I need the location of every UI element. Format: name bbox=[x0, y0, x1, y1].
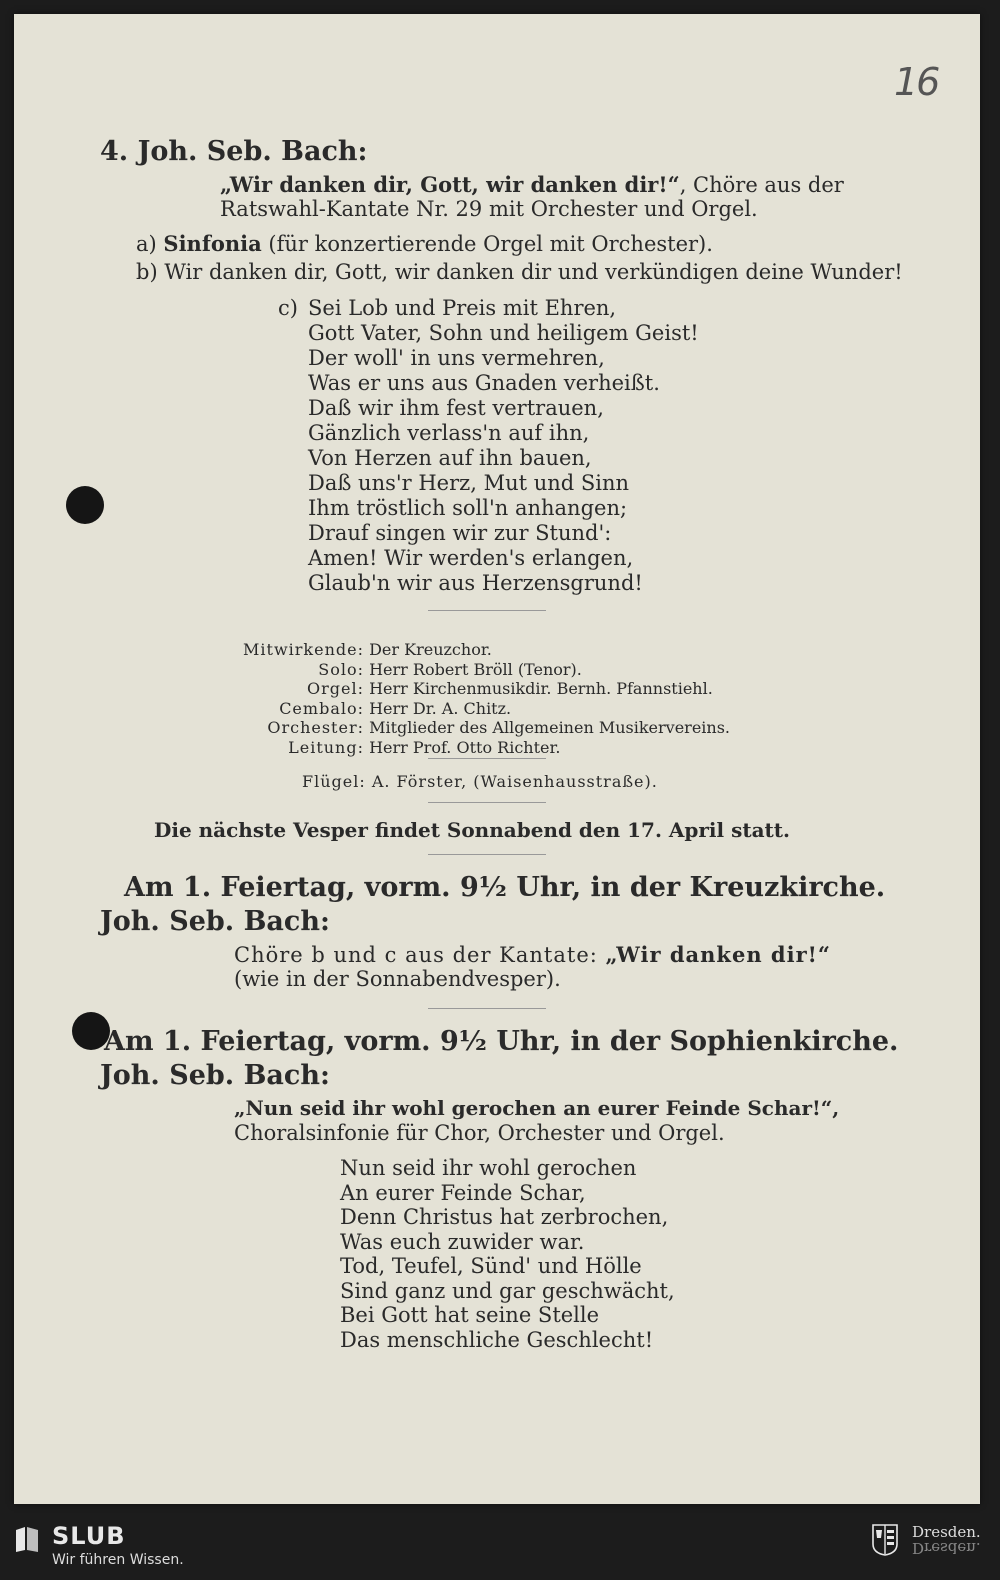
section-4-heading: 4. Joh. Seb. Bach: bbox=[100, 136, 368, 167]
poem-line: Nun seid ihr wohl gerochen bbox=[340, 1156, 637, 1180]
item-c-marker: c) bbox=[278, 296, 298, 320]
credit-row bbox=[214, 699, 730, 719]
item-b-marker: b) bbox=[136, 260, 158, 284]
chorale-text-c bbox=[308, 296, 699, 596]
poem-line: Der woll' in uns vermehren, bbox=[308, 346, 605, 370]
kreuzkirche-description-line-2: (wie in der Sonnabendvesper). bbox=[234, 967, 561, 991]
poem-line: Das menschliche Geschlecht! bbox=[340, 1327, 654, 1352]
dresden-wordmark: Dresden. bbox=[912, 1523, 981, 1541]
poem-line: Drauf singen wir zur Stund': bbox=[308, 521, 612, 545]
sophienkirche-composer: Joh. Seb. Bach: bbox=[100, 1060, 330, 1091]
credit-row bbox=[214, 660, 730, 680]
cantata-title: „Wir danken dir, Gott, wir danken dir!“ bbox=[220, 172, 680, 197]
item-b-text: Wir danken dir, Gott, wir danken dir und verkündigen deine Wunder! bbox=[164, 260, 903, 284]
kreuzkirche-cantata-title: „Wir danken dir!“ bbox=[605, 942, 831, 967]
poem-line: Denn Christus hat zerbrochen, bbox=[340, 1205, 669, 1229]
poem-line: Sei Lob und Preis mit Ehren, bbox=[308, 296, 617, 320]
divider bbox=[428, 1008, 546, 1009]
divider bbox=[428, 854, 546, 855]
credit-row bbox=[214, 640, 730, 660]
divider bbox=[428, 758, 546, 759]
credit-label: Leitung: bbox=[288, 737, 364, 757]
poem-line: Bei Gott hat seine Stelle bbox=[340, 1303, 600, 1327]
kreuzkirche-desc-text: Chöre b und c aus der Kantate: bbox=[234, 943, 598, 967]
poem-line: Ihm tröstlich soll'n anhangen; bbox=[308, 496, 628, 520]
item-a-marker: a) bbox=[136, 232, 157, 256]
chorale-text-sophienkirche bbox=[340, 1156, 675, 1352]
item-a-title: Sinfonia bbox=[163, 231, 262, 256]
poem-line: Gott Vater, Sohn und heiligem Geist! bbox=[308, 321, 699, 345]
next-vesper-notice: Die nächste Vesper findet Sonnabend den 17. April statt. bbox=[154, 818, 790, 842]
poem-line: Daß uns'r Herz, Mut und Sinn bbox=[308, 471, 630, 495]
sophienkirche-heading: Am 1. Feiertag, vorm. 9½ Uhr, in der Sophienkirche. bbox=[104, 1026, 899, 1057]
section-4-description-line-1 bbox=[220, 172, 844, 197]
document-page bbox=[14, 14, 980, 1504]
credit-row bbox=[214, 738, 730, 758]
piano-credit: Flügel: A. Förster, (Waisenhausstraße). bbox=[302, 772, 658, 791]
credit-row bbox=[214, 718, 730, 738]
poem-line: Tod, Teufel, Sünd' und Hölle bbox=[340, 1254, 642, 1278]
poem-line: Glaub'n wir aus Herzensgrund! bbox=[308, 571, 643, 595]
credit-label: Solo: bbox=[318, 659, 364, 679]
punch-hole-top bbox=[66, 486, 104, 524]
credit-value: Der Kreuzchor. bbox=[369, 640, 492, 659]
dresden-crest-icon bbox=[872, 1524, 898, 1556]
book-icon bbox=[14, 1524, 40, 1554]
sophienkirche-description: Choralsinfonie für Chor, Orchester und Orgel. bbox=[234, 1121, 725, 1145]
poem-line: Von Herzen auf ihn bauen, bbox=[308, 446, 592, 470]
kreuzkirche-composer: Joh. Seb. Bach: bbox=[100, 906, 330, 937]
sophienkirche-title: „Nun seid ihr wohl gerochen an eurer Feinde Schar!“, bbox=[234, 1096, 840, 1120]
credit-label: Orgel: bbox=[307, 679, 364, 699]
item-a bbox=[136, 231, 713, 256]
divider bbox=[428, 610, 546, 611]
poem-line: Amen! Wir werden's erlangen, bbox=[308, 546, 634, 570]
performers-list bbox=[214, 640, 730, 758]
poem-line: An eurer Feinde Schar, bbox=[340, 1180, 586, 1205]
slub-brand: SLUB bbox=[52, 1522, 126, 1550]
credit-value: Herr Kirchenmusikdir. Bernh. Pfannstiehl. bbox=[369, 679, 713, 699]
poem-line: Sind ganz und gar geschwächt, bbox=[340, 1278, 675, 1303]
credit-label: Orchester: bbox=[267, 718, 364, 738]
section-4-description-line-2: Ratswahl-Kantate Nr. 29 mit Orchester und Orgel. bbox=[220, 197, 758, 221]
poem-line: Gänzlich verlass'n auf ihn, bbox=[308, 421, 590, 445]
poem-line: Was er uns aus Gnaden verheißt. bbox=[308, 371, 660, 395]
poem-line: Daß wir ihm fest vertrauen, bbox=[308, 396, 604, 420]
credit-value: Herr Robert Bröll (Tenor). bbox=[369, 659, 582, 679]
dresden-wordmark-mirror: Dresden. bbox=[912, 1539, 981, 1557]
item-b bbox=[136, 260, 903, 284]
credit-row bbox=[214, 679, 730, 699]
credit-label: Mitwirkende: bbox=[243, 640, 364, 659]
cantata-desc-tail: , Chöre aus der bbox=[679, 173, 844, 197]
kreuzkirche-description-line-1 bbox=[234, 942, 831, 967]
item-a-rest: (für konzertierende Orgel mit Orchester). bbox=[261, 232, 713, 256]
poem-line: Was euch zuwider war. bbox=[340, 1229, 585, 1254]
credit-value: Herr Dr. A. Chitz. bbox=[369, 698, 512, 718]
slub-tagline: Wir führen Wissen. bbox=[52, 1552, 184, 1568]
credit-value: Herr Prof. Otto Richter. bbox=[369, 737, 561, 757]
credit-value: Mitglieder des Allgemeinen Musikervereins. bbox=[369, 718, 731, 738]
kreuzkirche-heading: Am 1. Feiertag, vorm. 9½ Uhr, in der Kreuzkirche. bbox=[124, 872, 886, 903]
dresden-logo bbox=[912, 1524, 981, 1556]
page-number: 16 bbox=[894, 60, 939, 104]
divider bbox=[428, 802, 546, 803]
credit-label: Cembalo: bbox=[279, 698, 364, 718]
footer-bar bbox=[0, 1518, 1000, 1580]
